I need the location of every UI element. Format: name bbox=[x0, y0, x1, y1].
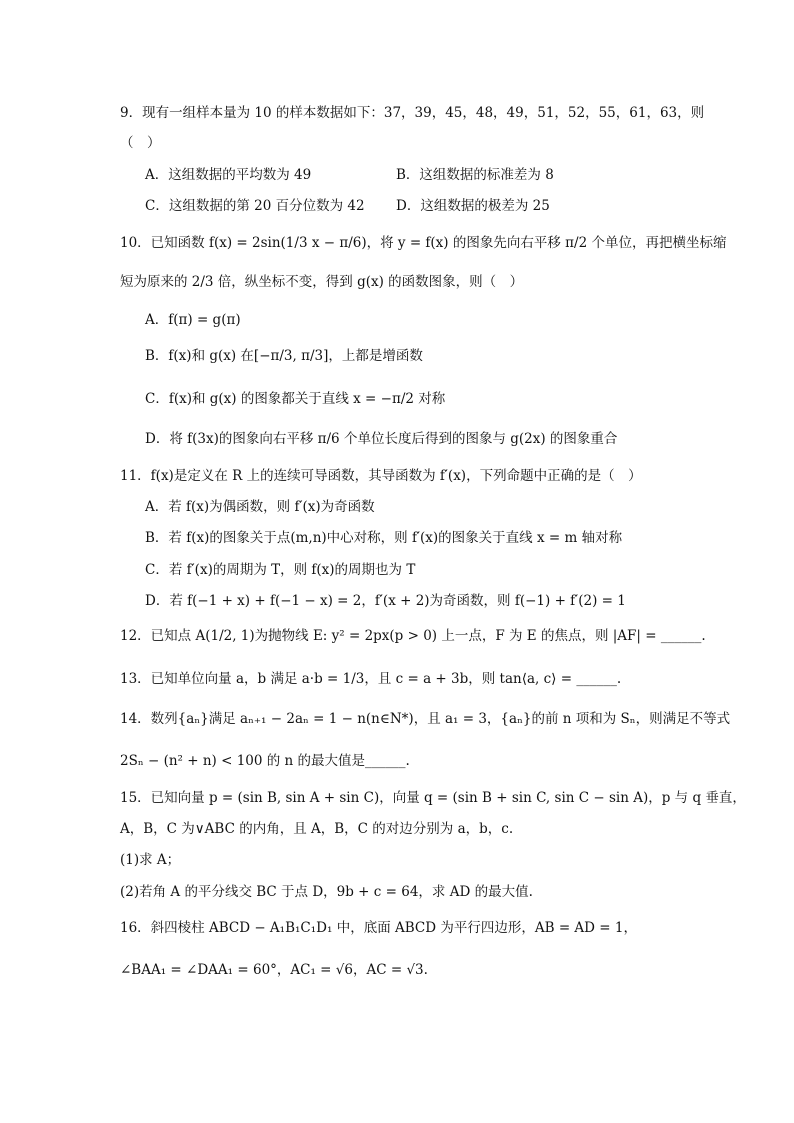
q13-stem: 13．已知单位向量 a，b 满足 a·b = 1/3，且 c = a + 3b，则 tan⟨a, c⟩ = ______. bbox=[120, 671, 622, 687]
q9-option-a: A．这组数据的平均数为 49 bbox=[145, 167, 312, 183]
q9-stem: 9．现有一组样本量为 10 的样本数据如下：37，39，45，48，49，51，52，55，61，63，则 bbox=[120, 105, 705, 121]
q15-part2: (2)若角 A 的平分线交 BC 于点 D，9b + c = 64，求 AD 的最大值. bbox=[120, 884, 533, 900]
q10-option-a: A．f(π) = g(π) bbox=[145, 312, 241, 328]
q9-option-c: C．这组数据的第 20 百分位数为 42 bbox=[145, 198, 365, 214]
q11-option-d: D．若 f(−1 + x) + f(−1 − x) = 2，f′(x + 2)为奇函数，则 f(−1) + f′(2) = 1 bbox=[145, 593, 626, 609]
q10-option-b: B．f(x)和 g(x) 在[−π/3, π/3]，上都是增函数 bbox=[145, 348, 423, 364]
q9-paren: （ ） bbox=[120, 135, 161, 151]
q9-option-d: D．这组数据的极差为 25 bbox=[396, 198, 550, 214]
q14-stem-line2: 2Sₙ − (n² + n) < 100 的 n 的最大值是______. bbox=[120, 753, 410, 769]
q15-part1: (1)求 A； bbox=[120, 852, 181, 868]
q16-stem-line2: ∠BAA₁ = ∠DAA₁ = 60°，AC₁ = √6，AC = √3. bbox=[120, 962, 428, 978]
q11-option-b: B．若 f(x)的图象关于点(m,n)中心对称，则 f′(x)的图象关于直线 x = m 轴对称 bbox=[145, 530, 623, 546]
q12-stem: 12．已知点 A(1/2, 1)为抛物线 E: y² = 2px(p > 0) 上一点，F 为 E 的焦点，则 |AF| = ______. bbox=[120, 628, 706, 644]
q9-option-b: B．这组数据的标准差为 8 bbox=[396, 167, 554, 183]
q11-option-c: C．若 f′(x)的周期为 T，则 f(x)的周期也为 T bbox=[145, 562, 416, 578]
q14-stem-line1: 14．数列{aₙ}满足 aₙ₊₁ − 2aₙ = 1 − n(n∈N*)，且 a₁ = 3，{aₙ}的前 n 项和为 Sₙ，则满足不等式 bbox=[120, 711, 731, 727]
q10-stem-line1: 10．已知函数 f(x) = 2sin(1/3 x − π/6)，将 y = f(x) 的图象先向右平移 π/2 个单位，再把横坐标缩 bbox=[120, 235, 727, 251]
q15-stem-line2: A，B，C 为∨ABC 的内角，且 A，B，C 的对边分别为 a，b，c. bbox=[120, 821, 514, 837]
q10-option-d: D．将 f(3x)的图象向右平移 π/6 个单位长度后得到的图象与 g(2x) 的图象重合 bbox=[145, 431, 618, 447]
q11-option-a: A．若 f(x)为偶函数，则 f′(x)为奇函数 bbox=[145, 499, 375, 515]
q15-stem-line1: 15．已知向量 p = (sin B, sin A + sin C)，向量 q = (sin B + sin C, sin C − sin A)，p 与 q 垂直， bbox=[120, 790, 746, 806]
q11-stem: 11．f(x)是定义在 R 上的连续可导函数，其导函数为 f′(x)，下列命题中正确的是（ ） bbox=[120, 468, 642, 484]
q16-stem-line1: 16．斜四棱柱 ABCD − A₁B₁C₁D₁ 中，底面 ABCD 为平行四边形，AB = AD = 1， bbox=[120, 920, 637, 936]
q10-option-c: C．f(x)和 g(x) 的图象都关于直线 x = −π/2 对称 bbox=[145, 391, 446, 407]
q10-stem-line2: 短为原来的 2/3 倍，纵坐标不变，得到 g(x) 的函数图象，则（ ） bbox=[120, 274, 524, 290]
